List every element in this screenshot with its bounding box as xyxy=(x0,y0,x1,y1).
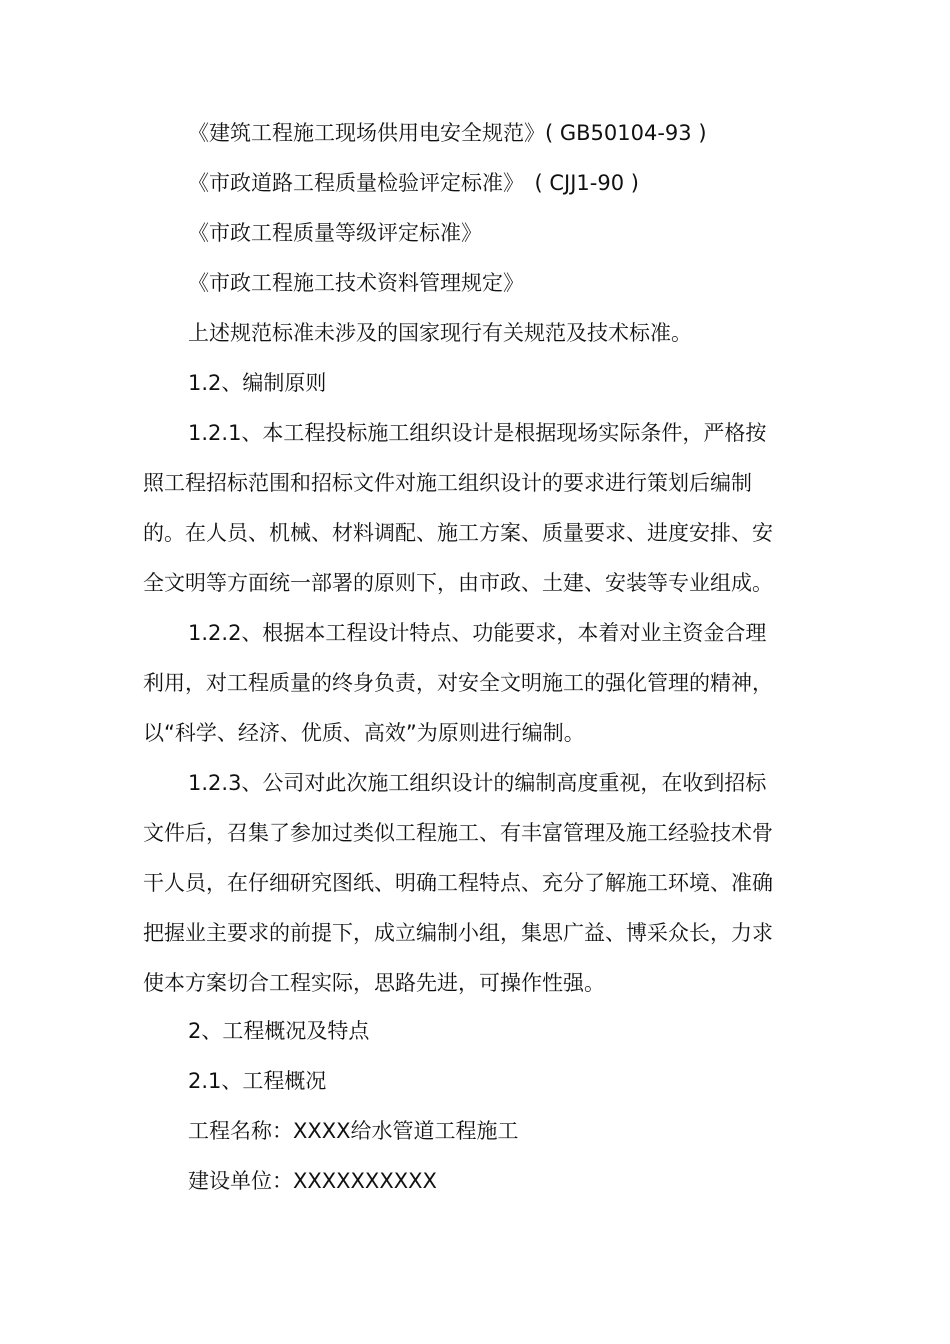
project-name: 工程名称：XXXX给水管道工程施工 xyxy=(188,1119,519,1143)
paragraph-1-2-1-line: 全文明等方面统一部署的原则下，由市政、土建、安装等专业组成。 xyxy=(143,571,773,595)
paragraph-1-2-1-line: 1.2.1、本工程投标施工组织设计是根据现场实际条件，严格按 xyxy=(188,421,767,445)
paragraph-1-2-1-line: 照工程招标范围和招标文件对施工组织设计的要求进行策划后编制 xyxy=(143,471,752,495)
paragraph-1-2-3-line: 使本方案切合工程实际，思路先进，可操作性强。 xyxy=(143,971,605,995)
section-heading-2: 2、工程概况及特点 xyxy=(188,1019,370,1043)
paragraph-1-2-3-line: 把握业主要求的前提下，成立编制小组，集思广益、博采众长，力求 xyxy=(143,921,773,945)
standard-item: 《市政道路工程质量检验评定标准》 ( CJJ1-90 ) xyxy=(188,171,639,195)
section-heading-2-1: 2.1、工程概况 xyxy=(188,1069,327,1093)
paragraph-1-2-3-line: 1.2.3、公司对此次施工组织设计的编制高度重视，在收到招标 xyxy=(188,771,767,795)
paragraph-1-2-2-line: 以“科学、经济、优质、高效”为原则进行编制。 xyxy=(143,721,585,745)
paragraph-1-2-2-line: 1.2.2、根据本工程设计特点、功能要求，本着对业主资金合理 xyxy=(188,621,767,645)
standard-item: 《市政工程质量等级评定标准》 xyxy=(188,221,482,245)
standard-item: 《建筑工程施工现场供用电安全规范》( GB50104-93 ) xyxy=(188,121,707,145)
paragraph-1-2-1-line: 的。在人员、机械、材料调配、施工方案、质量要求、进度安排、安 xyxy=(143,521,773,545)
standard-item: 《市政工程施工技术资料管理规定》 xyxy=(188,271,524,295)
builder-unit: 建设单位：XXXXXXXXXX xyxy=(188,1169,437,1193)
paragraph-1-2-3-line: 文件后，召集了参加过类似工程施工、有丰富管理及施工经验技术骨 xyxy=(143,821,773,845)
section-heading-1-2: 1.2、编制原则 xyxy=(188,371,327,395)
paragraph-1-2-2-line: 利用，对工程质量的终身负责，对安全文明施工的强化管理的精神， xyxy=(143,671,773,695)
paragraph-1-2-3-line: 干人员，在仔细研究图纸、明确工程特点、充分了解施工环境、准确 xyxy=(143,871,773,895)
standards-note: 上述规范标准未涉及的国家现行有关规范及技术标准。 xyxy=(188,321,692,345)
